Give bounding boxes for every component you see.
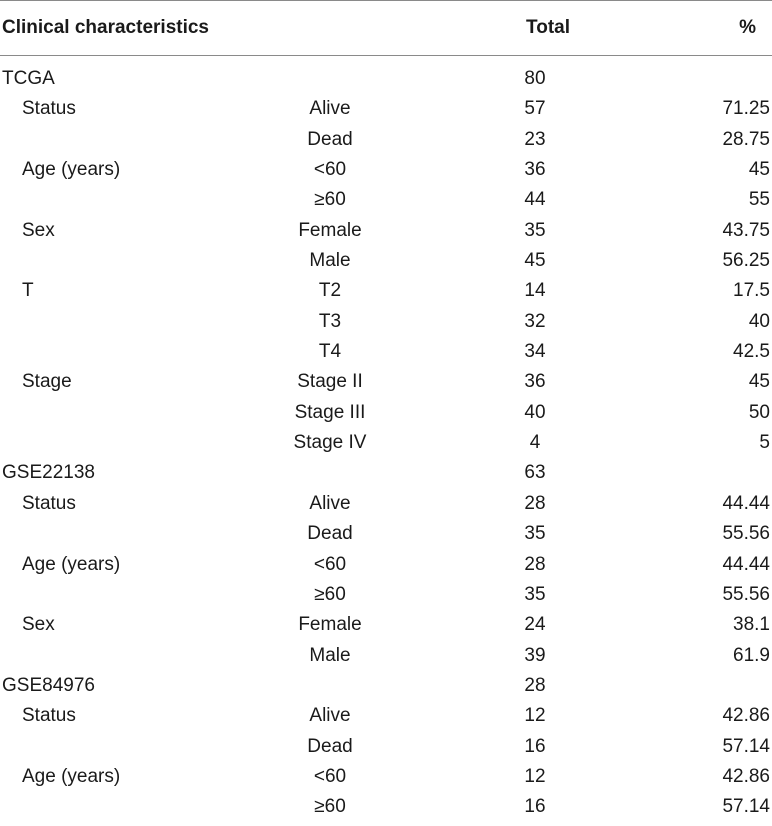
total-cell: 39 (524, 644, 546, 666)
table-row (0, 613, 772, 643)
cohort-cell: GSE84976 (2, 674, 95, 696)
characteristic-cell: Age (years) (22, 765, 121, 787)
table-row (0, 492, 772, 522)
category-cell: Stage II (297, 371, 363, 393)
table-row (0, 522, 772, 552)
total-cell: 35 (524, 523, 546, 545)
table-header-row (0, 0, 772, 55)
cohort-cell: GSE22138 (2, 462, 95, 484)
table-row (0, 249, 772, 279)
table-row (0, 370, 772, 400)
table-row (0, 704, 772, 734)
table-row (0, 461, 772, 491)
table-row (0, 795, 772, 825)
category-cell: ≥60 (314, 189, 346, 211)
category-cell: Stage IV (293, 432, 367, 454)
percent-cell: 40 (748, 310, 770, 332)
percent-cell: 56.25 (722, 250, 770, 272)
category-cell: Dead (307, 128, 353, 150)
header-clinical-characteristics: Clinical characteristics (2, 17, 209, 38)
characteristic-cell: Status (22, 492, 76, 514)
total-cell: 28 (524, 492, 546, 514)
total-cell: 16 (524, 735, 546, 757)
percent-cell: 57.14 (722, 735, 770, 757)
category-cell: Male (309, 644, 351, 666)
table-row (0, 401, 772, 431)
total-cell: 24 (524, 614, 546, 636)
table-row (0, 674, 772, 704)
header-bottom-rule (0, 55, 772, 56)
total-cell: 12 (524, 765, 546, 787)
table-row (0, 279, 772, 309)
characteristic-cell: T (22, 280, 34, 302)
characteristic-cell: Sex (22, 614, 55, 636)
characteristic-cell: Sex (22, 219, 55, 241)
total-cell: 12 (524, 705, 546, 727)
category-cell: Alive (309, 98, 351, 120)
characteristic-cell: Status (22, 98, 76, 120)
total-cell: 23 (524, 128, 546, 150)
table-row (0, 735, 772, 765)
total-cell: 80 (524, 68, 546, 89)
percent-cell: 5 (759, 432, 770, 454)
table-row (0, 158, 772, 188)
category-cell: T3 (318, 310, 342, 332)
table-row (0, 765, 772, 795)
table-row (0, 644, 772, 674)
table-row (0, 310, 772, 340)
percent-cell: 45 (748, 159, 770, 181)
total-cell: 63 (524, 462, 546, 484)
header-percent: % (739, 17, 756, 38)
percent-cell: 71.25 (722, 98, 770, 120)
category-cell: ≥60 (314, 796, 346, 818)
percent-cell: 55 (748, 189, 770, 211)
category-cell: Dead (307, 523, 353, 545)
category-cell: Alive (309, 492, 351, 514)
category-cell: Female (298, 614, 362, 636)
percent-cell: 42.5 (733, 341, 770, 363)
total-cell: 45 (524, 250, 546, 272)
characteristic-cell: Stage (22, 371, 72, 393)
percent-cell: 61.9 (733, 644, 770, 666)
total-cell: 4 (529, 432, 541, 454)
category-cell: Dead (307, 735, 353, 757)
total-cell: 14 (524, 280, 546, 302)
total-cell: 57 (524, 98, 546, 120)
total-cell: 34 (524, 341, 546, 363)
table-body (0, 67, 772, 826)
percent-cell: 57.14 (722, 796, 770, 818)
table-row (0, 67, 772, 97)
percent-cell: 44.44 (722, 492, 770, 514)
total-cell: 35 (524, 583, 546, 605)
table-row (0, 128, 772, 158)
total-cell: 16 (524, 796, 546, 818)
characteristic-cell: Age (years) (22, 553, 121, 575)
category-cell: Stage III (294, 401, 366, 423)
percent-cell: 42.86 (722, 705, 770, 727)
table-row (0, 431, 772, 461)
category-cell: T2 (318, 280, 342, 302)
category-cell: <60 (313, 765, 347, 787)
percent-cell: 28.75 (722, 128, 770, 150)
table-row (0, 583, 772, 613)
table-row (0, 553, 772, 583)
percent-cell: 44.44 (722, 553, 770, 575)
percent-cell: 55.56 (722, 523, 770, 545)
percent-cell: 50 (748, 401, 770, 423)
table-row (0, 188, 772, 218)
category-cell: <60 (313, 159, 347, 181)
total-cell: 28 (524, 553, 546, 575)
category-cell: T4 (318, 341, 342, 363)
table-row (0, 340, 772, 370)
percent-cell: 42.86 (722, 765, 770, 787)
category-cell: Male (309, 250, 351, 272)
total-cell: 40 (524, 401, 546, 423)
header-total: Total (526, 17, 570, 38)
total-cell: 36 (524, 371, 546, 393)
percent-cell: 17.5 (733, 280, 770, 302)
percent-cell: 38.1 (733, 614, 770, 636)
category-cell: Alive (309, 705, 351, 727)
percent-cell: 43.75 (722, 219, 770, 241)
total-cell: 35 (524, 219, 546, 241)
characteristic-cell: Status (22, 705, 76, 727)
category-cell: ≥60 (314, 583, 346, 605)
total-cell: 44 (524, 189, 546, 211)
characteristic-cell: Age (years) (22, 159, 121, 181)
category-cell: Female (298, 219, 362, 241)
total-cell: 28 (524, 674, 546, 696)
percent-cell: 55.56 (722, 583, 770, 605)
cohort-cell: TCGA (2, 68, 55, 89)
percent-cell: 45 (748, 371, 770, 393)
table-row (0, 219, 772, 249)
total-cell: 32 (524, 310, 546, 332)
category-cell: <60 (313, 553, 347, 575)
table-row (0, 97, 772, 127)
total-cell: 36 (524, 159, 546, 181)
